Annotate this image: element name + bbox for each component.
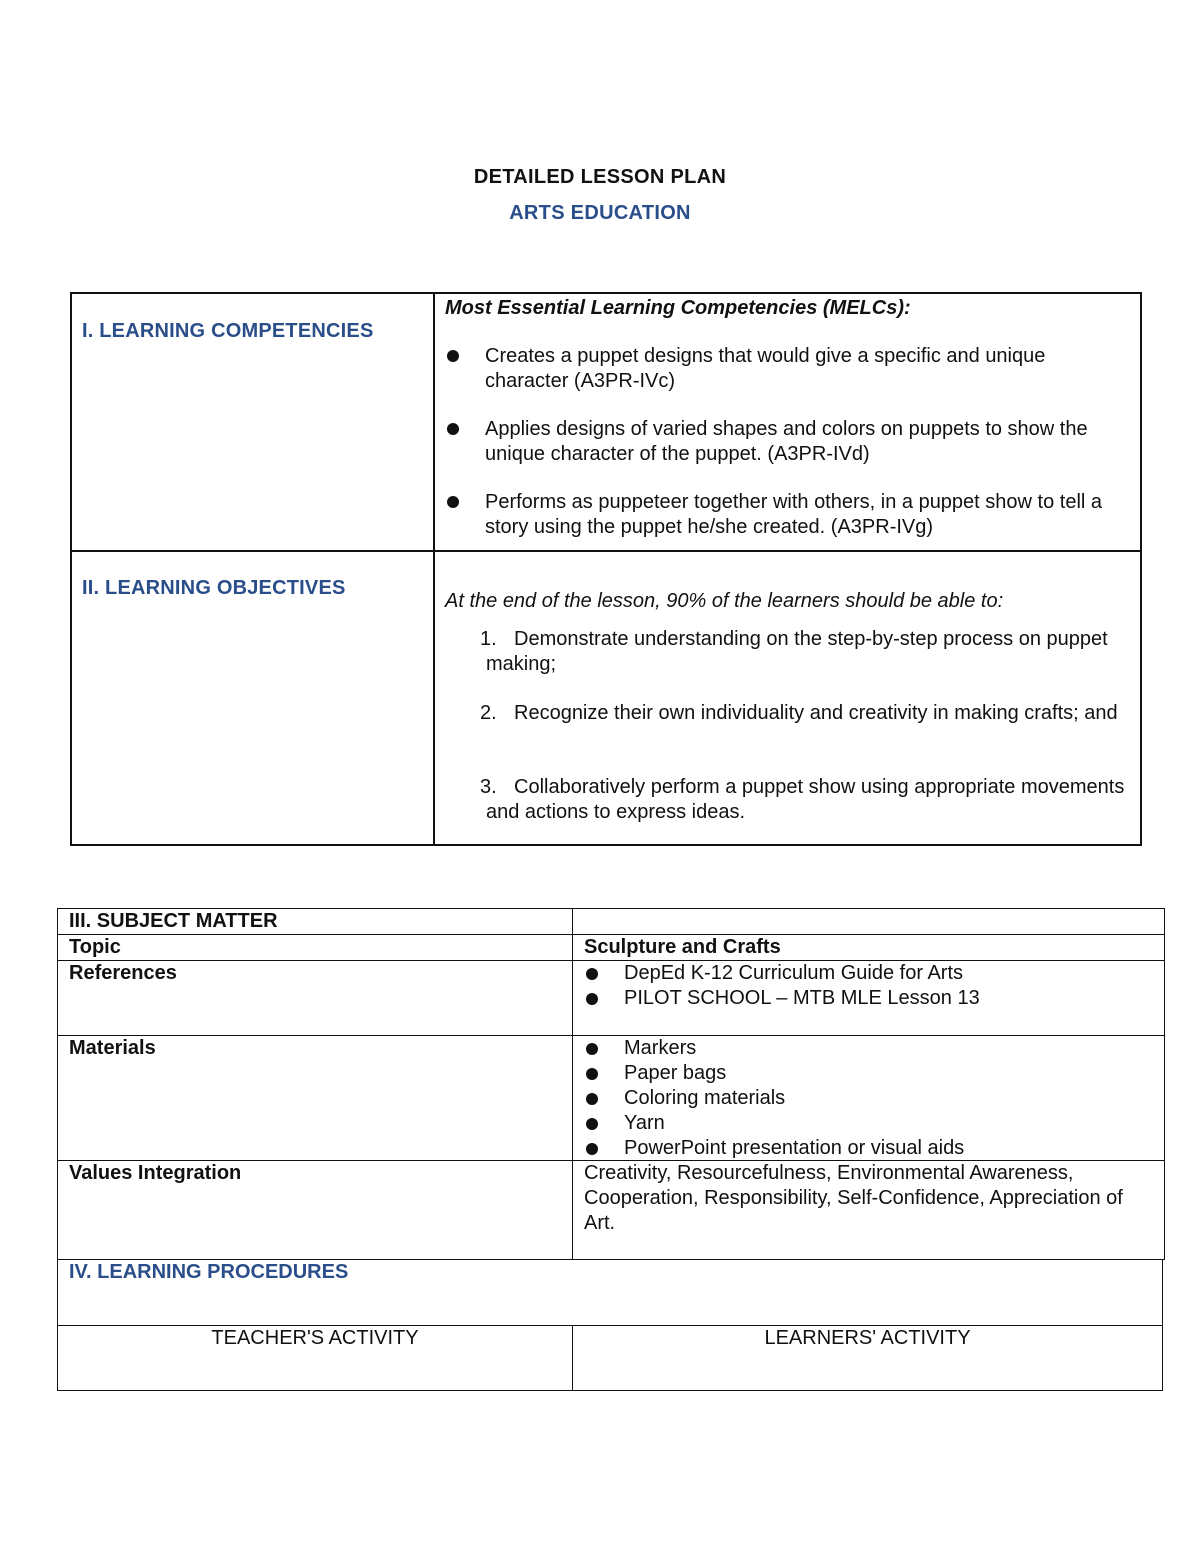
bullet-icon: [586, 993, 598, 1005]
list-item: [584, 986, 1153, 1011]
melc-title: Most Essential Learning Competencies (MELCs):: [445, 297, 911, 319]
learning-objectives-heading: II. LEARNING OBJECTIVES: [82, 577, 346, 599]
list-item: [584, 1111, 1153, 1136]
list-item: [480, 775, 1136, 825]
row-divider: [72, 550, 1140, 552]
material-text: PowerPoint presentation or visual aids: [624, 1137, 965, 1159]
references-list: [584, 961, 1153, 1011]
bullet-icon: [586, 1093, 598, 1105]
material-text: Paper bags: [624, 1062, 727, 1084]
teacher-activity-header: TEACHER'S ACTIVITY: [57, 1325, 573, 1391]
bullet-icon: [586, 1068, 598, 1080]
learners-activity-header: LEARNERS' ACTIVITY: [572, 1325, 1163, 1391]
topic-value: Sculpture and Crafts: [572, 934, 1165, 961]
materials-label: Materials: [57, 1035, 573, 1161]
learning-competencies-heading: I. LEARNING COMPETENCIES: [82, 320, 374, 342]
column-divider: [433, 294, 435, 844]
bullet-icon: [447, 496, 459, 508]
values-label: Values Integration: [57, 1160, 573, 1260]
materials-list: [584, 1036, 1153, 1161]
item-number: 1.: [480, 628, 497, 650]
list-item: [445, 417, 1125, 467]
empty-cell: [572, 908, 1165, 935]
topic-label: Topic: [57, 934, 573, 961]
item-number: 3.: [480, 776, 497, 798]
material-text: Yarn: [624, 1112, 665, 1134]
list-item: [584, 1086, 1153, 1111]
reference-text: DepEd K-12 Curriculum Guide for Arts: [624, 962, 964, 984]
document-title: DETAILED LESSON PLAN: [473, 166, 727, 188]
subject-matter-table: [57, 908, 1165, 1391]
objective-text: Recognize their own individuality and creativity in making crafts; and: [514, 702, 1118, 724]
bullet-icon: [447, 350, 459, 362]
list-item: [584, 1061, 1153, 1086]
material-text: Markers: [624, 1037, 697, 1059]
subject-matter-heading: III. SUBJECT MATTER: [57, 908, 573, 935]
item-number: 2.: [480, 702, 497, 724]
list-item: [584, 961, 1153, 986]
references-cell: [572, 960, 1165, 1036]
references-label: References: [57, 960, 573, 1036]
list-item: [480, 627, 1136, 677]
competency-text: Applies designs of varied shapes and colors on puppets to show the unique character of the puppet. (A3PR-IVd): [485, 418, 1088, 465]
list-item: [480, 701, 1136, 726]
bullet-icon: [586, 1118, 598, 1130]
competency-text: Creates a puppet designs that would give a specific and unique character (A3PR-IVc): [485, 345, 1046, 392]
bullet-icon: [447, 423, 459, 435]
list-item: [445, 490, 1125, 540]
competencies-objectives-table: [70, 292, 1142, 846]
objectives-intro: At the end of the lesson, 90% of the learners should be able to:: [445, 590, 1004, 612]
materials-cell: [572, 1035, 1165, 1161]
objective-text: Demonstrate understanding on the step-by-step process on puppet making;: [486, 628, 1108, 675]
material-text: Coloring materials: [624, 1087, 786, 1109]
learning-procedures-heading: IV. LEARNING PROCEDURES: [57, 1259, 1163, 1326]
document-subtitle: ARTS EDUCATION: [509, 202, 691, 224]
list-item: [445, 344, 1125, 394]
list-item: [584, 1036, 1153, 1061]
list-item: [584, 1136, 1153, 1161]
reference-text: PILOT SCHOOL – MTB MLE Lesson 13: [624, 987, 980, 1009]
bullet-icon: [586, 968, 598, 980]
bullet-icon: [586, 1143, 598, 1155]
objective-text: Collaboratively perform a puppet show using appropriate movements and actions to express ideas.: [486, 776, 1125, 823]
bullet-icon: [586, 1043, 598, 1055]
values-text: Creativity, Resourcefulness, Environmental Awareness, Cooperation, Responsibility, Self-Confidence, Appreciation of Art.: [572, 1160, 1165, 1260]
competency-text: Performs as puppeteer together with others, in a puppet show to tell a story using the puppet he/she created. (A3PR-IVg): [485, 491, 1103, 538]
